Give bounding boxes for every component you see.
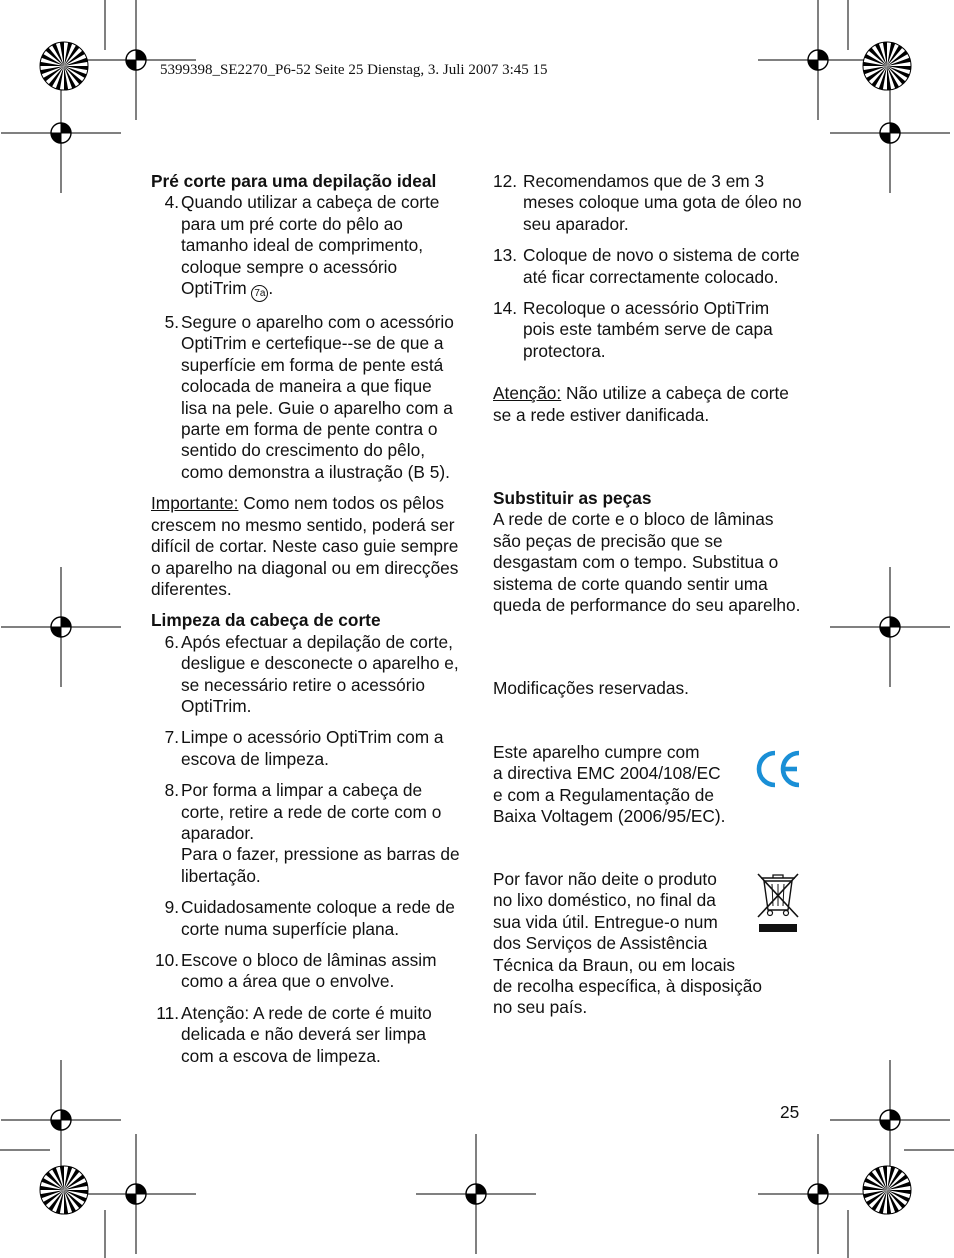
- list-item: 4. Quando utilizar a cabeça de corte para um pré corte do pêlo ao tamanho ideal de comprimento, coloque sempre o acessório OptiTrim 7a .: [151, 192, 461, 302]
- list-item: 9. Cuidadosamente coloque a rede de corte numa superfície plana.: [164, 897, 455, 939]
- attention-note: Atenção: Não utilize a cabeça de corte se a rede estiver danificada.: [493, 383, 789, 425]
- ce-declaration: Este aparelho cumpre com a directiva EMC 2004/108/EC e com a Regulamentação de Baixa Voltagem (2006/95/EC).: [493, 742, 726, 827]
- section-heading-cleaning: Limpeza da cabeça de corte: [151, 610, 381, 631]
- starburst-mark: [40, 1166, 88, 1214]
- replace-text: A rede de corte e o bloco de lâminas são peças de precisão que se desgastam com o tempo. Substitua o sistema de corte quando sentir uma queda de performance do seu aparelho.: [493, 509, 801, 616]
- list-item: 14. Recoloque o acessório OptiTrim pois este também serve de capa protectora.: [493, 298, 773, 361]
- list-item: 5. Segure o aparelho com o acessório OptiTrim e certefique--se de que a superfície em forma de pente está colocada de maneira a que fique lisa na pele. Guie o aparelho com a parte em forma de pente contra o sentido do crescimento do pêlo, como demonstra a ilustração (B 5).: [164, 312, 454, 482]
- list-item: 7. Limpe o acessório OptiTrim com a escova de limpeza.: [164, 727, 444, 769]
- section-heading-replace: Substituir as peças: [493, 488, 652, 508]
- list-item: 6. Após efectuar a depilação de corte, desligue e desconecte o aparelho e, se necessário retire o acessório OptiTrim.: [164, 631, 459, 716]
- print-slug: 5399398_SE2270_P6-52 Seite 25 Dienstag, 3. Juli 2007 3:45 15: [160, 62, 548, 78]
- starburst-mark: [863, 42, 911, 90]
- right-column: [493, 171, 803, 426]
- list-item: 8. Por forma a limpar a cabeça de corte, retire a rede de corte com o aparador. Para o fazer, pressione as barras de libertação.: [164, 780, 460, 886]
- disposal-note: Por favor não deite o produto no lixo doméstico, no final da sua vida útil. Entregue-o num dos Serviços de Assistência Técnica da Braun, ou em locais de recolha específica, à disposição no seu país.: [493, 869, 762, 1018]
- list-item: 11. Atenção: A rede de corte é muito delicada e não deverá ser limpa com a escova de limpeza.: [156, 1002, 432, 1066]
- ce-mark-icon: [754, 748, 802, 790]
- list-item: 10. Escove o bloco de lâminas assim como a área que o envolve.: [154, 950, 437, 992]
- page-number: 25: [780, 1102, 800, 1122]
- important-note: Importante: Como nem todos os pêlos crescem no mesmo sentido, poderá ser difícil de cortar. Neste caso guie sempre o aparelho na diagonal ou em direcções diferentes.: [151, 493, 459, 599]
- list-item: 12. Recomendamos que de 3 em 3 meses coloque uma gota de óleo no seu aparador.: [493, 171, 802, 234]
- crossed-out-wheelie-bin-icon: [755, 870, 801, 936]
- replace-section: [493, 488, 803, 616]
- left-column: [151, 171, 461, 1067]
- list-item: 13. Coloque de novo o sistema de corte até ficar correctamente colocado.: [493, 245, 800, 287]
- starburst-mark: [863, 1166, 911, 1214]
- section-heading-precut: Pré corte para uma depilação ideal: [151, 171, 437, 191]
- modifications-note: Modificações reservadas.: [493, 678, 689, 698]
- starburst-mark: [40, 42, 88, 90]
- ref-7a-icon: 7a: [251, 285, 268, 302]
